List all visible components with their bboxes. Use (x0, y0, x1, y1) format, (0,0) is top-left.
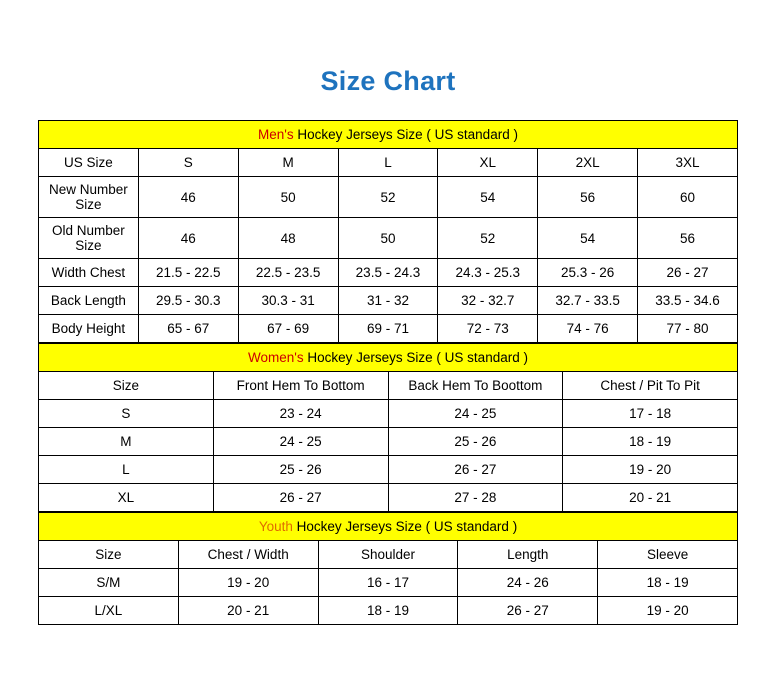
mens-cell: 60 (638, 177, 738, 218)
table-row (39, 218, 738, 259)
youth-heading-rest: Hockey Jerseys Size ( US standard ) (292, 519, 518, 534)
table-row (39, 287, 738, 315)
womens-col-header: Chest / Pit To Pit (563, 372, 738, 400)
womens-cell: 24 - 25 (388, 400, 563, 428)
table-row (39, 484, 738, 512)
mens-cell: 26 - 27 (638, 259, 738, 287)
mens-cell: 48 (238, 218, 338, 259)
womens-cell: 26 - 27 (388, 456, 563, 484)
mens-cell: 32.7 - 33.5 (538, 287, 638, 315)
youth-row-label: L/XL (39, 597, 179, 625)
mens-row-label: Old Number Size (39, 218, 139, 259)
table-row (39, 428, 738, 456)
mens-cell: 77 - 80 (638, 315, 738, 343)
youth-heading-accent: Youth (258, 519, 293, 534)
womens-row-label: L (39, 456, 214, 484)
womens-cell: 18 - 19 (563, 428, 738, 456)
youth-col-header: Sleeve (598, 541, 738, 569)
table-row (39, 315, 738, 343)
mens-col-header: US Size (39, 149, 139, 177)
youth-row-label: S/M (39, 569, 179, 597)
youth-cell: 19 - 20 (598, 597, 738, 625)
mens-cell: 30.3 - 31 (238, 287, 338, 315)
youth-col-header: Shoulder (318, 541, 458, 569)
youth-cell: 26 - 27 (458, 597, 598, 625)
youth-cell: 16 - 17 (318, 569, 458, 597)
youth-section-heading (39, 513, 738, 541)
youth-cell: 18 - 19 (318, 597, 458, 625)
mens-col-header: XL (438, 149, 538, 177)
table-header-row (39, 541, 738, 569)
table-row (39, 177, 738, 218)
womens-cell: 24 - 25 (213, 428, 388, 456)
table-header-row (39, 372, 738, 400)
womens-col-header: Back Hem To Boottom (388, 372, 563, 400)
mens-col-header: 3XL (638, 149, 738, 177)
womens-cell: 17 - 18 (563, 400, 738, 428)
youth-cell: 20 - 21 (178, 597, 318, 625)
womens-row-label: M (39, 428, 214, 456)
mens-section-heading (39, 121, 738, 149)
mens-cell: 31 - 32 (338, 287, 438, 315)
womens-col-header: Front Hem To Bottom (213, 372, 388, 400)
table-header-row (39, 149, 738, 177)
womens-section-heading (39, 344, 738, 372)
womens-cell: 26 - 27 (213, 484, 388, 512)
womens-cell: 19 - 20 (563, 456, 738, 484)
womens-heading-accent: Women's (248, 350, 304, 365)
mens-row-label: New Number Size (39, 177, 139, 218)
mens-row-label: Body Height (39, 315, 139, 343)
womens-cell: 20 - 21 (563, 484, 738, 512)
mens-cell: 69 - 71 (338, 315, 438, 343)
mens-cell: 46 (138, 177, 238, 218)
mens-cell: 56 (638, 218, 738, 259)
mens-cell: 52 (438, 218, 538, 259)
youth-cell: 19 - 20 (178, 569, 318, 597)
mens-col-header: L (338, 149, 438, 177)
table-section-heading-row (39, 513, 738, 541)
youth-cell: 18 - 19 (598, 569, 738, 597)
mens-cell: 21.5 - 22.5 (138, 259, 238, 287)
mens-cell: 52 (338, 177, 438, 218)
womens-row-label: XL (39, 484, 214, 512)
mens-cell: 23.5 - 24.3 (338, 259, 438, 287)
womens-row-label: S (39, 400, 214, 428)
youth-col-header: Size (39, 541, 179, 569)
mens-cell: 29.5 - 30.3 (138, 287, 238, 315)
womens-cell: 23 - 24 (213, 400, 388, 428)
mens-cell: 72 - 73 (438, 315, 538, 343)
youth-cell: 24 - 26 (458, 569, 598, 597)
mens-cell: 50 (338, 218, 438, 259)
table-row (39, 400, 738, 428)
table-row (39, 259, 738, 287)
womens-col-header: Size (39, 372, 214, 400)
mens-cell: 74 - 76 (538, 315, 638, 343)
mens-cell: 50 (238, 177, 338, 218)
mens-heading-rest: Hockey Jerseys Size ( US standard ) (293, 127, 518, 142)
youth-col-header: Length (458, 541, 598, 569)
womens-heading-rest: Hockey Jerseys Size ( US standard ) (303, 350, 528, 365)
mens-cell: 65 - 67 (138, 315, 238, 343)
womens-cell: 27 - 28 (388, 484, 563, 512)
table-section-heading-row (39, 121, 738, 149)
mens-cell: 56 (538, 177, 638, 218)
table-row (39, 597, 738, 625)
mens-row-label: Width Chest (39, 259, 139, 287)
mens-size-table (38, 120, 738, 343)
youth-col-header: Chest / Width (178, 541, 318, 569)
youth-size-table (38, 512, 738, 625)
page-title: Size Chart (320, 66, 456, 96)
mens-col-header: 2XL (538, 149, 638, 177)
mens-heading-accent: Men's (258, 127, 294, 142)
table-row (39, 456, 738, 484)
mens-cell: 32 - 32.7 (438, 287, 538, 315)
mens-cell: 25.3 - 26 (538, 259, 638, 287)
mens-cell: 22.5 - 23.5 (238, 259, 338, 287)
mens-cell: 24.3 - 25.3 (438, 259, 538, 287)
mens-cell: 46 (138, 218, 238, 259)
table-section-heading-row (39, 344, 738, 372)
mens-col-header: M (238, 149, 338, 177)
womens-size-table (38, 343, 738, 512)
mens-cell: 33.5 - 34.6 (638, 287, 738, 315)
womens-cell: 25 - 26 (388, 428, 563, 456)
womens-cell: 25 - 26 (213, 456, 388, 484)
mens-cell: 54 (438, 177, 538, 218)
mens-cell: 54 (538, 218, 638, 259)
mens-col-header: S (138, 149, 238, 177)
mens-row-label: Back Length (39, 287, 139, 315)
table-row (39, 569, 738, 597)
mens-cell: 67 - 69 (238, 315, 338, 343)
